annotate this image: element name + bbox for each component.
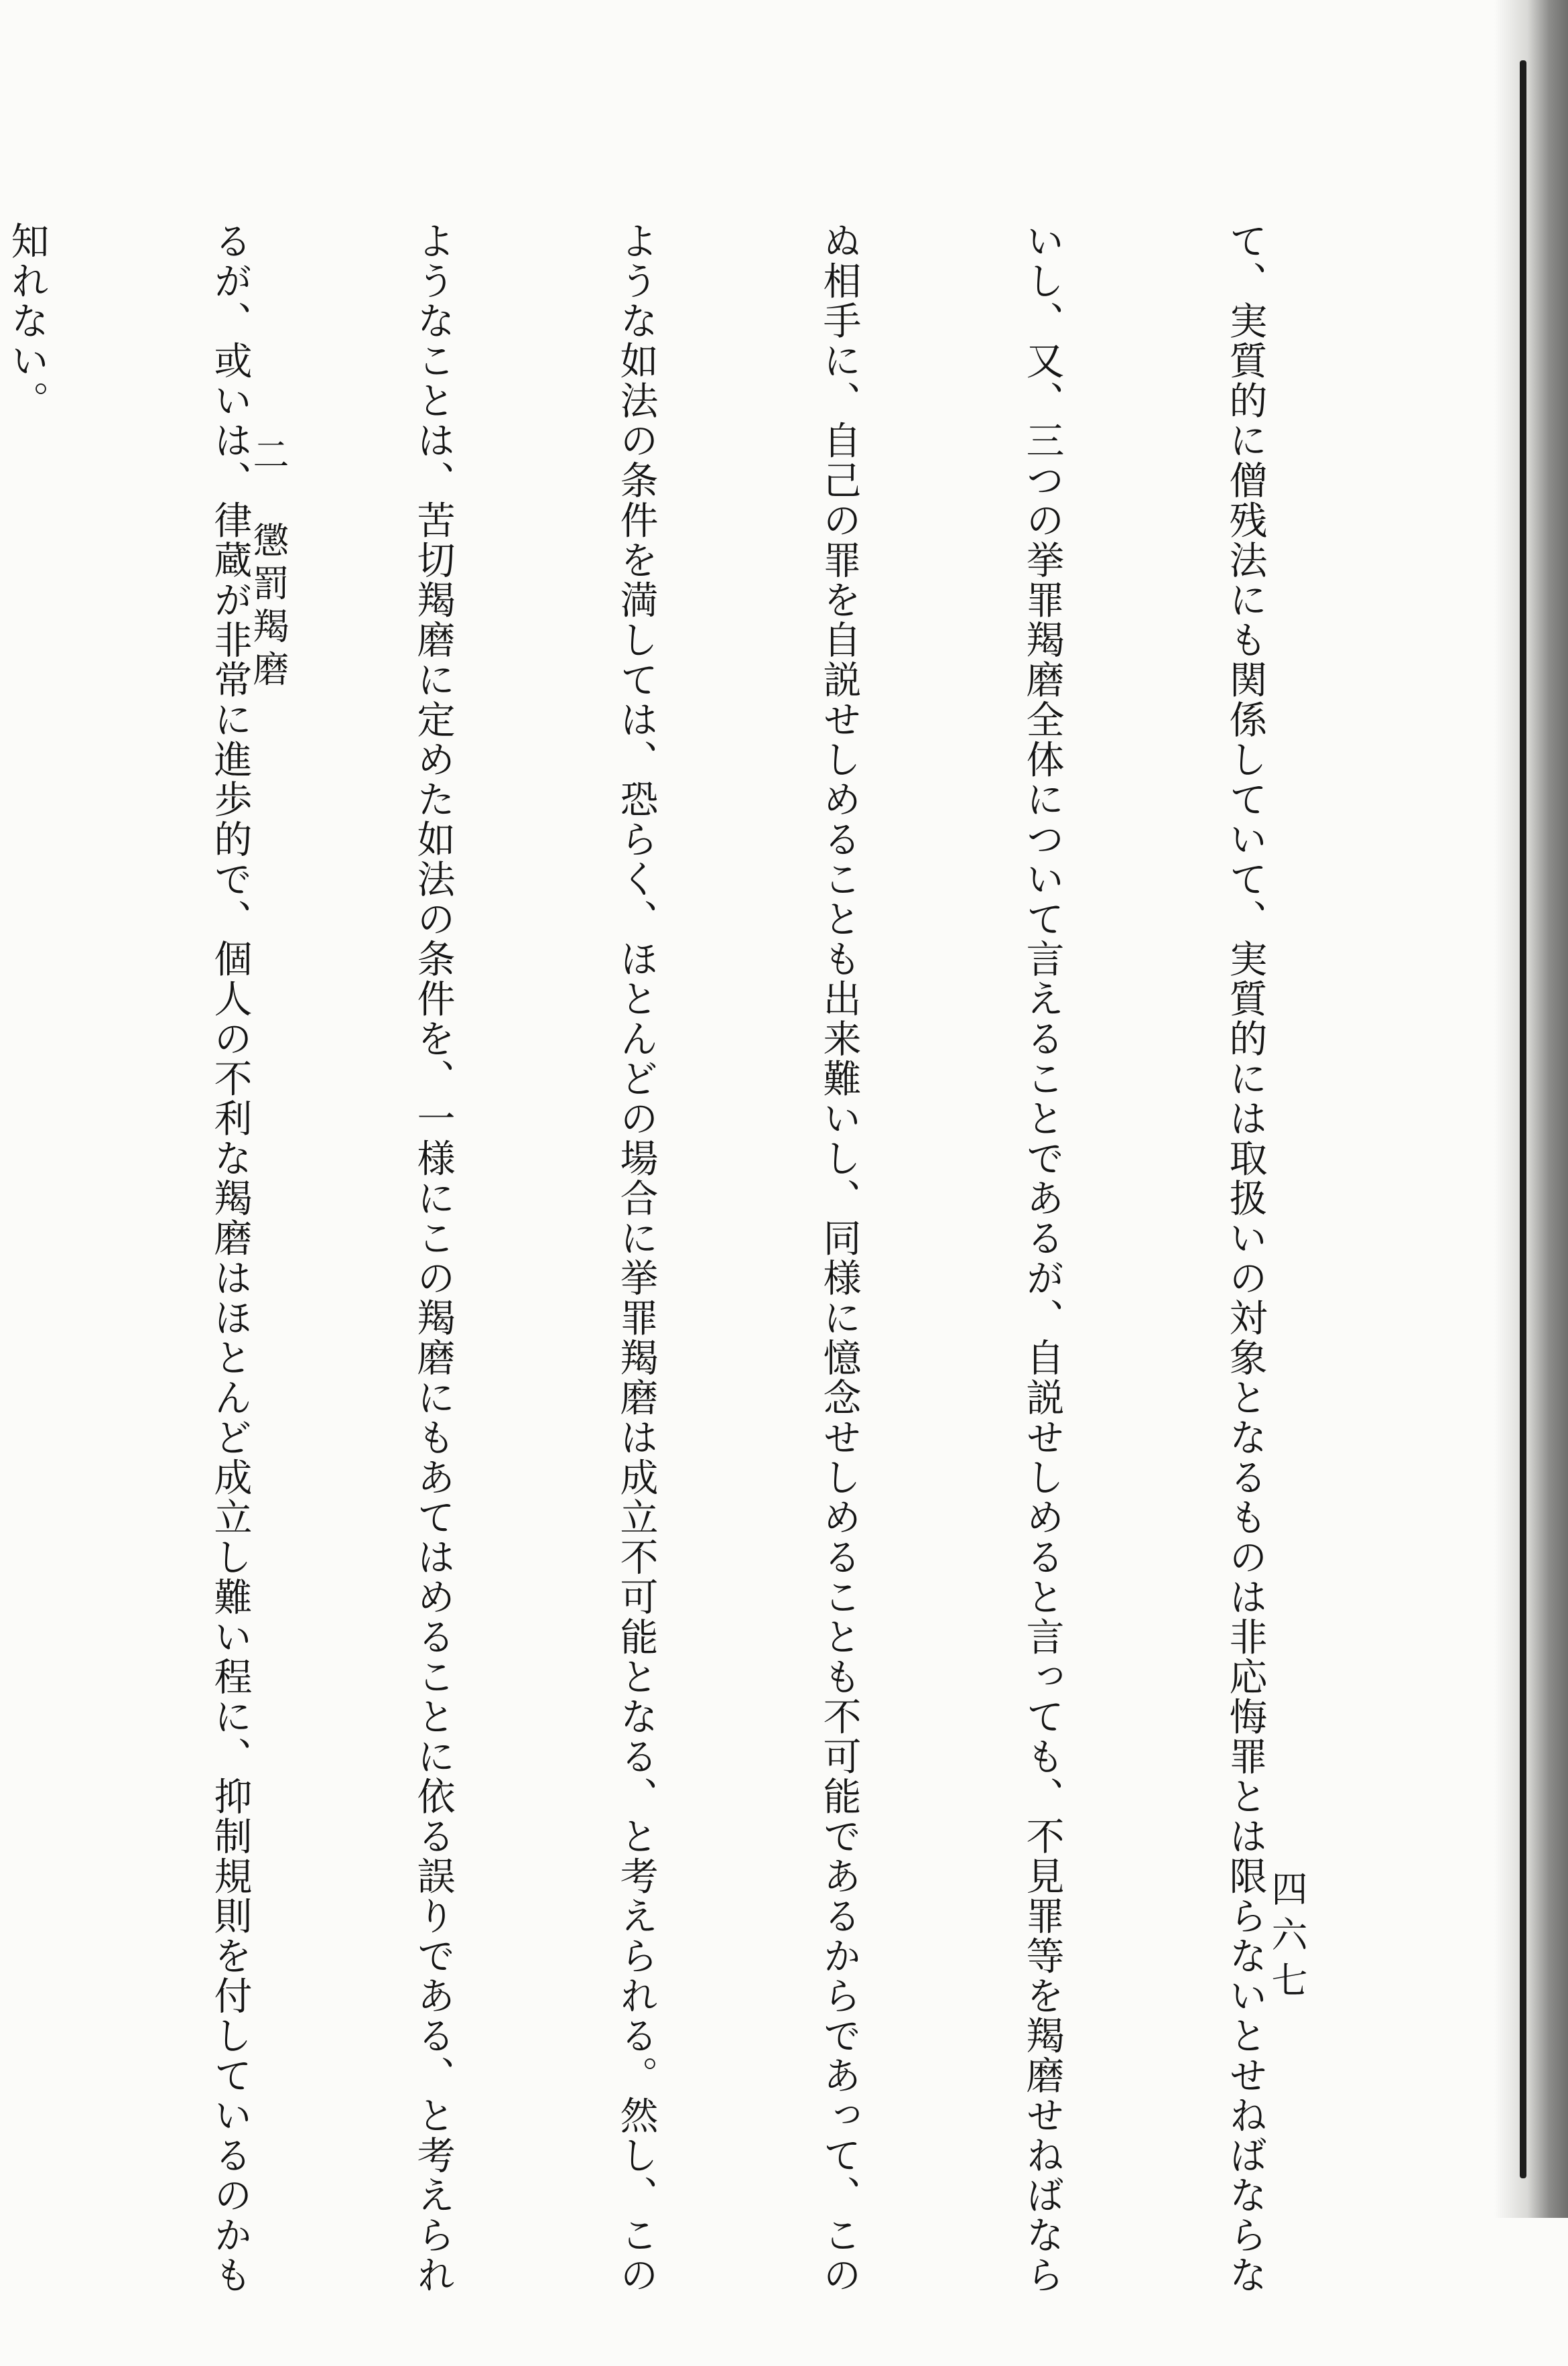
text-column: いし、又、三つの挙罪羯磨全体について言えることであるが、自説せしめると言っても、不見罪等を羯磨せねばなら bbox=[1020, 221, 1064, 2295]
running-head: 二 懲罰羯磨 bbox=[247, 436, 289, 693]
text-column: るが、或いは、律蔵が非常に進歩的で、個人の不利な羯磨はほとんど成立し難い程に、抑制規則を付しているのかも bbox=[208, 221, 252, 2295]
text-column: 知れない。 bbox=[5, 221, 49, 421]
text-column: ようなことは、苦切羯磨に定めた如法の条件を、一様にこの羯磨にもあてはめることに依る誤りである、と考えられ bbox=[411, 221, 455, 2295]
text-column: ような如法の条件を満しては、恐らく、ほとんどの場合に挙罪羯磨は成立不可能となる、と考えられる。然し、この bbox=[614, 221, 658, 2295]
scan-edge-line bbox=[1520, 60, 1526, 2178]
page-number: 四六七 bbox=[1266, 1870, 1308, 2007]
text-column: て、実質的に僧残法にも関係していて、実質的には取扱いの対象となるものは非応悔罪とは限らないとせねばならな bbox=[1223, 221, 1267, 2295]
text-column: ぬ相手に、自己の罪を自説せしめることも出来難いし、同様に憶念せしめることも不可能であるからであって、この bbox=[817, 221, 861, 2295]
scan-edge-shadow bbox=[1494, 0, 1568, 2218]
